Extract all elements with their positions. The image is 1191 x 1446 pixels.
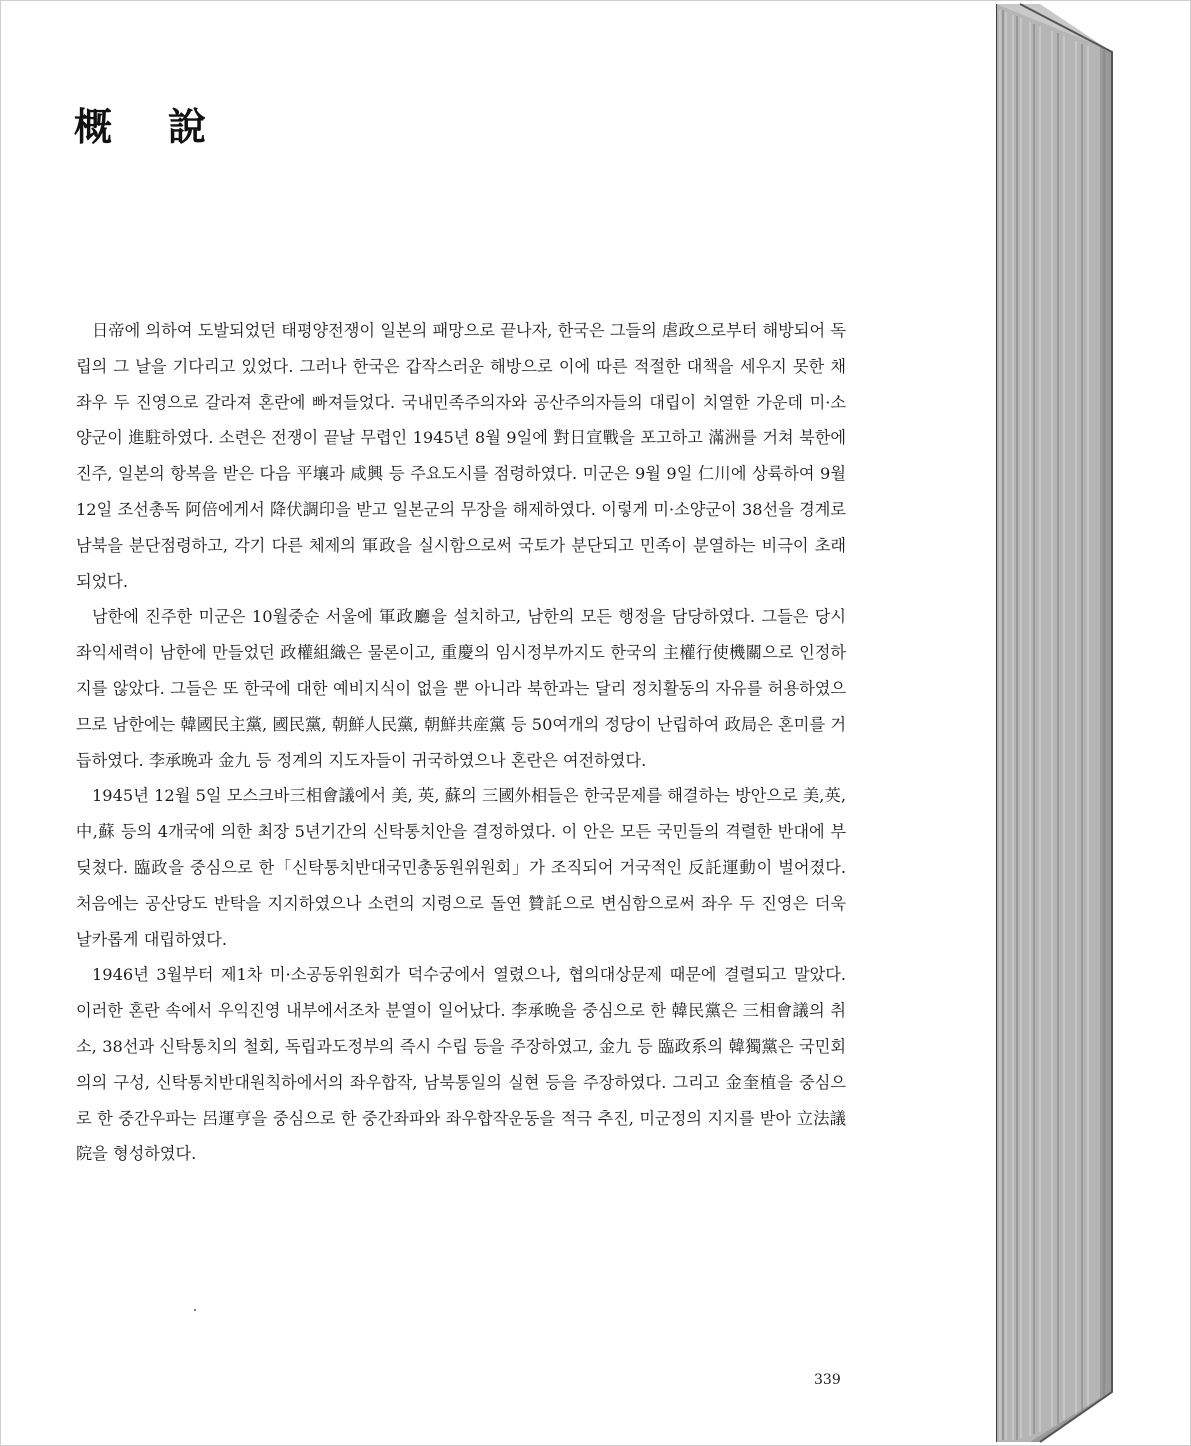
body-text xyxy=(76,313,846,1172)
print-speck xyxy=(194,1309,196,1311)
book-page xyxy=(4,4,996,1442)
paragraph-4: 1946년 3월부터 제1차 미·소공동위원회가 덕수궁에서 열렸으나, 협의대상문제 때문에 결렬되고 말았다. 이러한 혼란 속에서 우익진영 내부에서조차 분열이 일어났다. 李承晩을 중심으로 한 韓民黨은 三相會議의 취소, 38선과 신탁통치의 철회, 독립과도정부의 즉시 수립 등을 주장하였고, 金九 등 臨政系의 韓獨黨은 국민회의의 구성, 신탁통치반대원칙하에서의 좌우합작, 남북통일의 실현 등을 주장하였다. 그리고 金奎植을 중심으로 한 중간우파는 呂運亨을 중심으로 한 중간좌파와 좌우합작운동을 적극 추진, 미군정의 지지를 받아 立法議院을 형성하였다. xyxy=(76,965,846,1164)
paragraph-1: 日帝에 의하여 도발되었던 태평양전쟁이 일본의 패망으로 끝나자, 한국은 그들의 虐政으로부터 해방되어 독립의 그 날을 기다리고 있었다. 그러나 한국은 갑작스러운 해방으로 이에 따른 적절한 대책을 세우지 못한 채 좌우 두 진영으로 갈라져 혼란에 빠져들었다. 국내민족주의자와 공산주의자들의 대립이 치열한 가운데 미·소양군이 進駐하였다. 소련은 전쟁이 끝날 무렵인 1945년 8월 9일에 對日宣戰을 포고하고 滿洲를 거쳐 북한에 진주, 일본의 항복을 받은 다음 平壤과 咸興 등 주요도시를 점령하였다. 미군은 9월 9일 仁川에 상륙하여 9월 12일 조선총독 阿倍에게서 降伏調印을 받고 일본군의 무장을 해제하였다. 이렇게 미·소양군이 38선을 경계로 남북을 분단점령하고, 각기 다른 체제의 軍政을 실시함으로써 국토가 분단되고 민족이 분열하는 비극이 초래되었다. xyxy=(76,321,846,591)
paragraph-2: 남한에 진주한 미군은 10월중순 서울에 軍政廳을 설치하고, 남한의 모든 행정을 담당하였다. 그들은 당시 좌익세력이 남한에 만들었던 政權組織은 물론이고, 重慶의 임시정부까지도 한국의 主權行使機關으로 인정하지를 않았다. 그들은 또 한국에 대한 예비지식이 없을 뿐 아니라 북한과는 달리 정치활동의 자유를 허용하였으므로 남한에는 韓國民主黨, 國民黨, 朝鮮人民黨, 朝鮮共産黨 등 50여개의 정당이 난립하여 政局은 혼미를 거듭하였다. 李承晩과 金九 등 정계의 지도자들이 귀국하였으나 혼란은 여전하였다. xyxy=(76,607,846,770)
page-number: 339 xyxy=(814,1372,841,1388)
section-title xyxy=(74,96,206,151)
title-char-1: 概 xyxy=(74,104,113,149)
paragraph-3: 1945년 12월 5일 모스크바三相會議에서 美, 英, 蘇의 三國外相들은 한국문제를 해결하는 방안으로 美,英,中,蘇 등의 4개국에 의한 최장 5년기간의 신탁통치안을 결정하였다. 이 안은 모든 국민들의 격렬한 반대에 부딪쳤다. 臨政을 중심으로 한「신탁통치반대국민총동원위원회」가 조직되어 거국적인 反託運動이 벌어졌다. 처음에는 공산당도 반탁을 지지하였으나 소련의 지령으로 돌연 贊託으로 변심함으로써 좌우 두 진영은 더욱 날카롭게 대립하였다. xyxy=(76,786,846,949)
title-char-2: 說 xyxy=(168,104,207,149)
